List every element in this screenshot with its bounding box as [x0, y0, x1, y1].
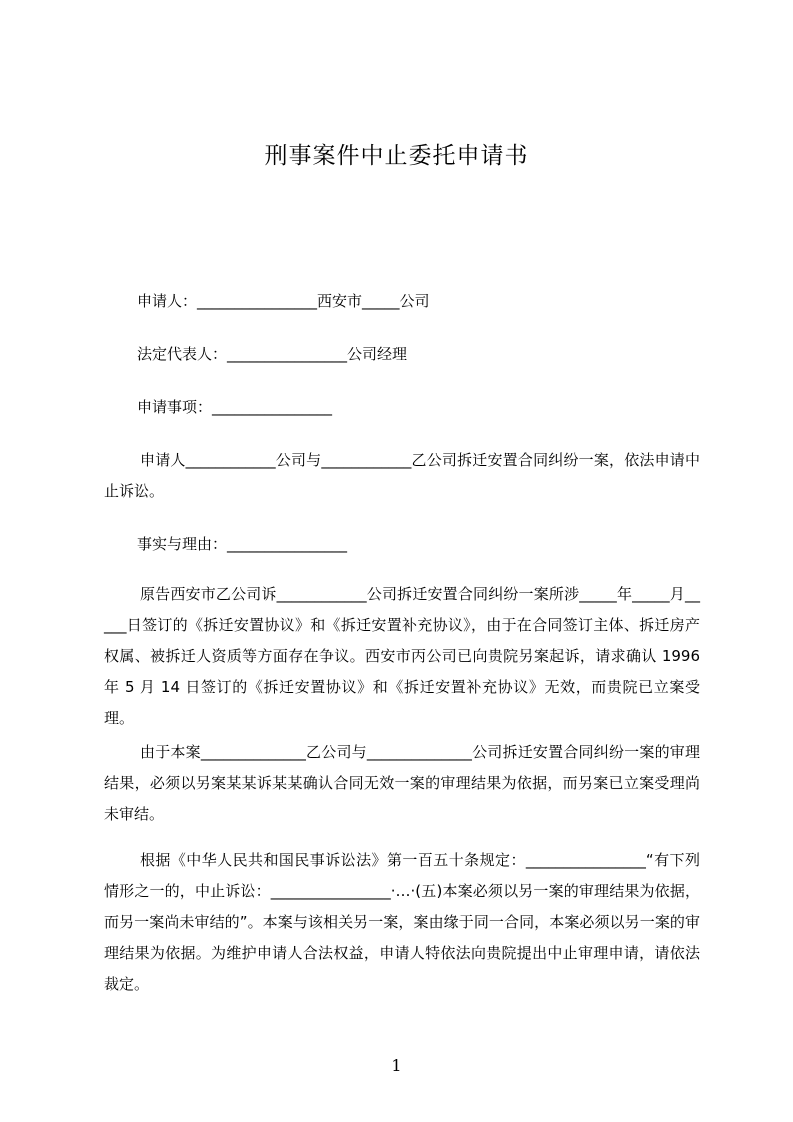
facts-and-reasons-label: 事实与理由：________________	[137, 535, 348, 553]
page-number: 1	[391, 1056, 402, 1075]
legal-basis-paragraph: 根据《中华人民共和国民事诉讼法》第一百五十条规定：________________“有下列情形之一的，中止诉讼：________________·…·(五)本案必须以另一案的审理结果为依据，而另一案尚未审结的”。本案与该相关另一案，案由缘于同一合同，本案必须以另一案的审理结果为依据。为维护申请人合法权益，申请人特依法向贵院提出中止审理申请，请依法裁定。	[104, 851, 700, 993]
legal-representative-line: 法定代表人：________________公司经理	[137, 345, 408, 363]
applicant-line: 申请人：________________西安市_____公司	[137, 292, 430, 310]
reason-paragraph: 由于本案______________乙公司与______________公司拆迁安置合同纠纷一案的审理结果，必须以另案某某诉某某确认合同无效一案的审理结果为依据，而另案已立案受理尚未审结。	[104, 743, 700, 823]
application-matter-line: 申请事项：________________	[137, 398, 333, 416]
request-paragraph: 申请人____________公司与____________乙公司拆迁安置合同纠纷一案，依法申请中止诉讼。	[104, 451, 700, 500]
facts-paragraph: 原告西安市乙公司诉____________公司拆迁安置合同纠纷一案所涉_____年_____月_____日签订的《拆迁安置协议》和《拆迁安置补充协议》，由于在合同签订主体、拆迁房产权属、被拆迁人资质等方面存在争议。西安市丙公司已向贵院另案起诉，请求确认 1996 年 5 月 14 日签订的《拆迁安置协议》和《拆迁安置补充协议》无效，而贵院已立案受理。	[104, 585, 700, 727]
document-title: 刑事案件中止委托申请书	[264, 143, 529, 169]
